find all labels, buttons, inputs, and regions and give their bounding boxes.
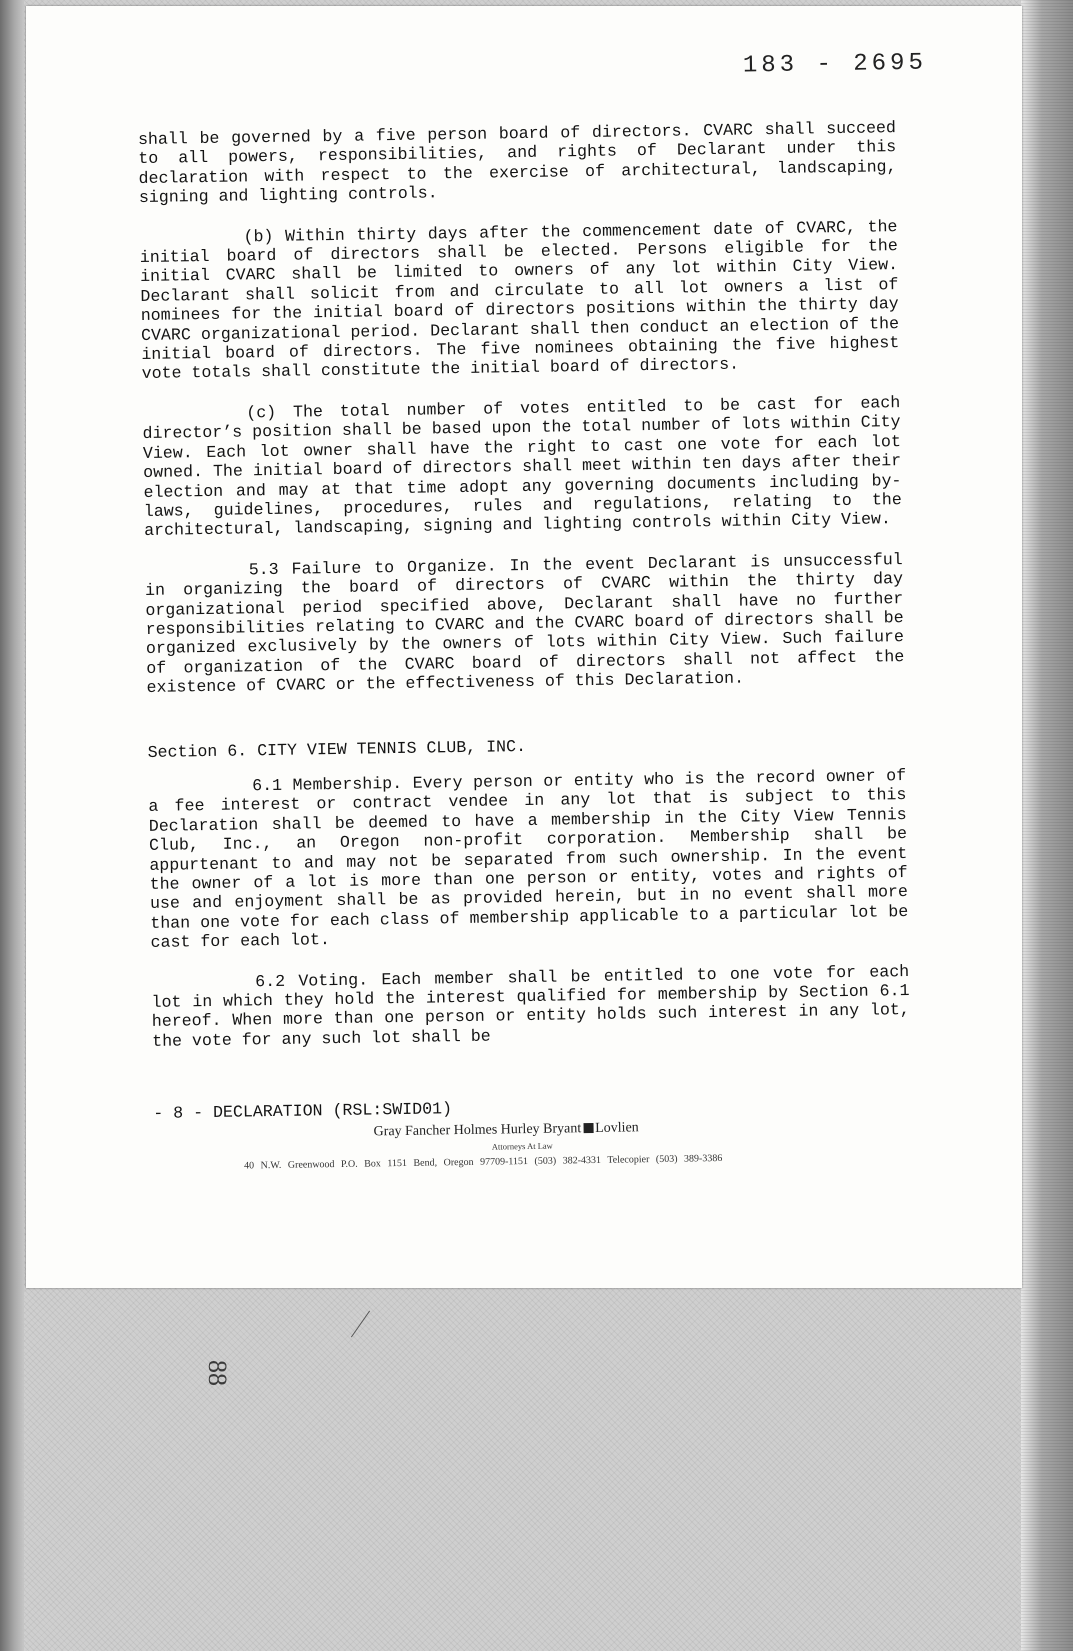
paragraph-c-votes: (c) The total number of votes entitled to be cast for each director’s position shall be based upon the total number of lots within City View. Each lot owner shall have the right to cast one vote for each lot owned. The initial board of directors shall meet within ten days after their election and may at that time adopt any governing documents including by-laws, guidelines, procedures, rules and regulations, relating to the architectural, landscaping, signing and lighting controls within City View. (142, 392, 902, 541)
law-firm-name-left: Gray Fancher Holmes Hurley Bryant (373, 1121, 582, 1140)
law-firm-name-right: Lovlien (595, 1120, 639, 1136)
document-page-content (18, 0, 1034, 1296)
paragraph-5-3-failure: 5.3 Failure to Organize. In the event Declarant is unsuccessful in organizing the board of directors of CVARC within the thirty day organizational period specified above, Declarant shall have no further responsibilities relating to CVARC and the CVARC board of directors shall be organized exclusively by the owners of lots within City View. Such failure of organization of the CVARC board of directors shall not affect the existence of CVARC or the effectiveness of this Declaration. (144, 549, 905, 698)
document-body (138, 118, 911, 1072)
section-6-heading: Section 6. CITY VIEW TENNIS CLUB, INC. (147, 736, 527, 762)
law-firm-tagline: Attorneys At Law (491, 1140, 553, 1152)
paragraph-6-1-membership: 6.1 Membership. Every person or entity who is the record owner of a fee interest or contract vendee in any lot that is subject to this Declaration shall be deemed to have a membership in the City View Tennis Club, Inc., an Oregon non-profit corporation. Membership shall be appurtenant to and may not be separated from such ownership. In the event the owner of a lot is more than one person or entity, votes and rights of use and enjoyment shall be as provided herein, but in no event shall more than one vote for each class of membership applicable to a particular lot be cast for each lot. (148, 766, 909, 953)
scan-left-edge (0, 0, 24, 1651)
scan-right-edge (1021, 0, 1073, 1651)
document-page (26, 6, 1022, 1288)
law-firm-name (373, 1120, 638, 1140)
paragraph-b-election: (b) Within thirty days after the commencement date of CVARC, the initial board of directors shall be elected. Persons eligible for the initial CVARC shall be limited to owners of any lot within City View. Declarant shall solicit from and circulate to all lot owners a list of nominees for the initial board of directors positions within the thirty day CVARC organizational period. Declarant shall then conduct an election of the initial board of directors. The five nominees obtaining the five highest vote totals shall constitute the initial board of directors. (139, 216, 900, 384)
footer-document-label: - 8 - DECLARATION (RSL:SWID01) (153, 1099, 453, 1123)
law-firm-address: 40 N.W. Greenwood P.O. Box 1151 Bend, Oregon 97709-1151 (503) 382-4331 Telecopier (503) 389-3386 (244, 1152, 723, 1172)
square-bullet-icon (583, 1123, 593, 1133)
paragraph-continuation: shall be governed by a five person board of directors. CVARC shall succeed to all powers, responsibilities, and rights of Declarant under this declaration with respect to the exercise of architectural, landscaping, signing and lighting controls. (137, 118, 897, 208)
page-stamp: 183 - 2695 (742, 49, 928, 80)
margin-handwritten-mark: 88 (203, 1360, 232, 1386)
page-footer (153, 1092, 913, 1172)
paragraph-6-2-voting: 6.2 Voting. Each member shall be entitled to one vote for each lot in which they hold the interest qualified for membership by Section 6.1 hereof. When more than one person or entity holds such interest in any lot, the vote for any such lot shall be (151, 961, 910, 1051)
